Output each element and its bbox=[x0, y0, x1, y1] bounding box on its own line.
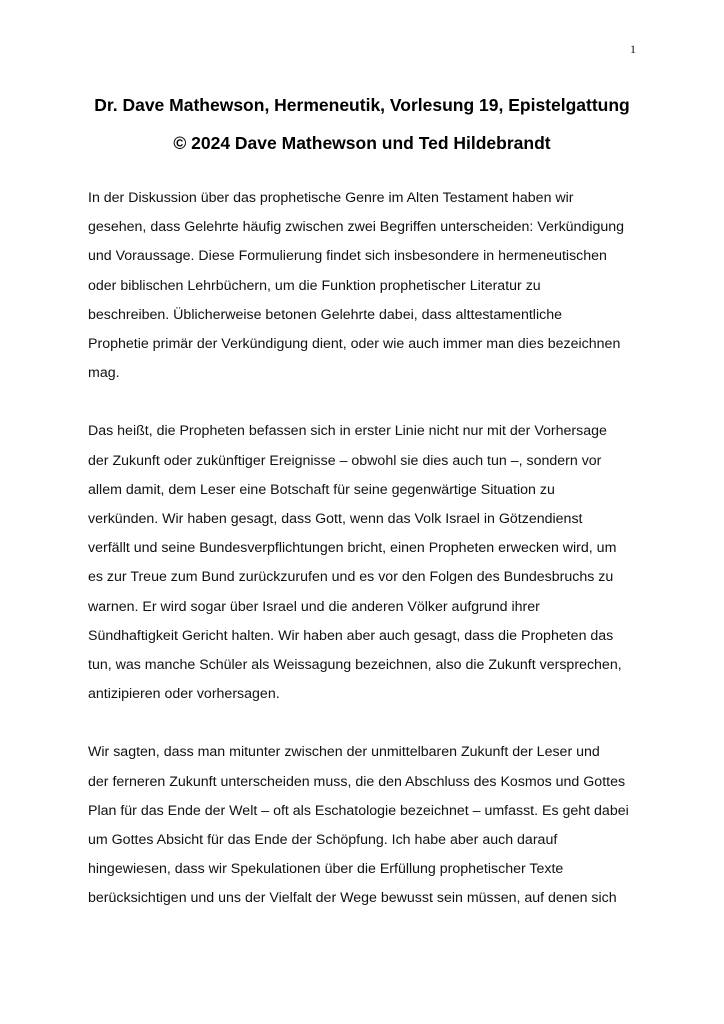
paragraph-2 bbox=[88, 417, 648, 709]
text-line: Plan für das Ende der Welt – oft als Eschatologie bezeichnet – umfasst. Es geht dabei bbox=[88, 802, 629, 819]
paragraph-1 bbox=[88, 184, 648, 388]
text-line: Wir sagten, dass man mitunter zwischen der unmittelbaren Zukunft der Leser und bbox=[88, 744, 600, 761]
text-line: hingewiesen, dass wir Spekulationen über die Erfüllung prophetischer Texte bbox=[88, 861, 564, 878]
text-line: der Zukunft oder zukünftiger Ereignisse – obwohl sie dies auch tun –, sondern vor bbox=[88, 452, 602, 469]
text-line: der ferneren Zukunft unterscheiden muss, die den Abschluss des Kosmos und Gottes bbox=[88, 773, 626, 790]
text-line: Das heißt, die Propheten befassen sich in erster Linie nicht nur mit der Vorhersage bbox=[88, 423, 607, 440]
text-line: Sündhaftigkeit Gericht halten. Wir haben aber auch gesagt, dass die Propheten das bbox=[88, 627, 614, 644]
copyright-line: © 2024 Dave Mathewson und Ted Hildebrandt bbox=[173, 133, 551, 153]
text-line: um Gottes Absicht für das Ende der Schöpfung. Ich habe aber auch darauf bbox=[88, 832, 558, 849]
text-line: allem damit, dem Leser eine Botschaft für seine gegenwärtige Situation zu bbox=[88, 481, 555, 498]
text-line: In der Diskussion über das prophetische Genre im Alten Testament haben wir bbox=[88, 190, 574, 206]
text-line: warnen. Er wird sogar über Israel und die anderen Völker aufgrund ihrer bbox=[88, 598, 540, 615]
paragraph-3 bbox=[88, 738, 648, 913]
text-line: Prophetie primär der Verkündigung dient, oder wie auch immer man dies bezeichnen bbox=[88, 336, 621, 353]
page-number: 1 bbox=[630, 42, 636, 56]
text-line: und Voraussage. Diese Formulierung findet sich insbesondere in hermeneutischen bbox=[88, 248, 607, 265]
text-line: verfällt und seine Bundesverpflichtungen bricht, einen Propheten erwecken wird, um bbox=[88, 540, 617, 557]
document-body bbox=[88, 184, 648, 943]
text-line: verkünden. Wir haben gesagt, dass Gott, wenn das Volk Israel in Götzendienst bbox=[88, 511, 583, 528]
text-line: mag. bbox=[88, 365, 120, 382]
document-title: Dr. Dave Mathewson, Hermeneutik, Vorlesung 19, Epistelgattung bbox=[94, 95, 630, 115]
text-line: tun, was manche Schüler als Weissagung bezeichnen, also die Zukunft versprechen, bbox=[88, 657, 622, 674]
text-line: oder biblischen Lehrbüchern, um die Funktion prophetischer Literatur zu bbox=[88, 277, 541, 294]
text-line: berücksichtigen und uns der Vielfalt der Wege bewusst sein müssen, auf denen sich bbox=[88, 890, 617, 907]
document-header bbox=[0, 86, 724, 162]
text-line: beschreiben. Üblicherweise betonen Gelehrte dabei, dass alttestamentliche bbox=[88, 306, 562, 323]
text-line: es zur Treue zum Bund zurückzurufen und es vor den Folgen des Bundesbruchs zu bbox=[88, 569, 614, 586]
text-line: gesehen, dass Gelehrte häufig zwischen zwei Begriffen unterscheiden: Verkündigung bbox=[88, 219, 625, 236]
text-line: antizipieren oder vorhersagen. bbox=[88, 686, 280, 703]
